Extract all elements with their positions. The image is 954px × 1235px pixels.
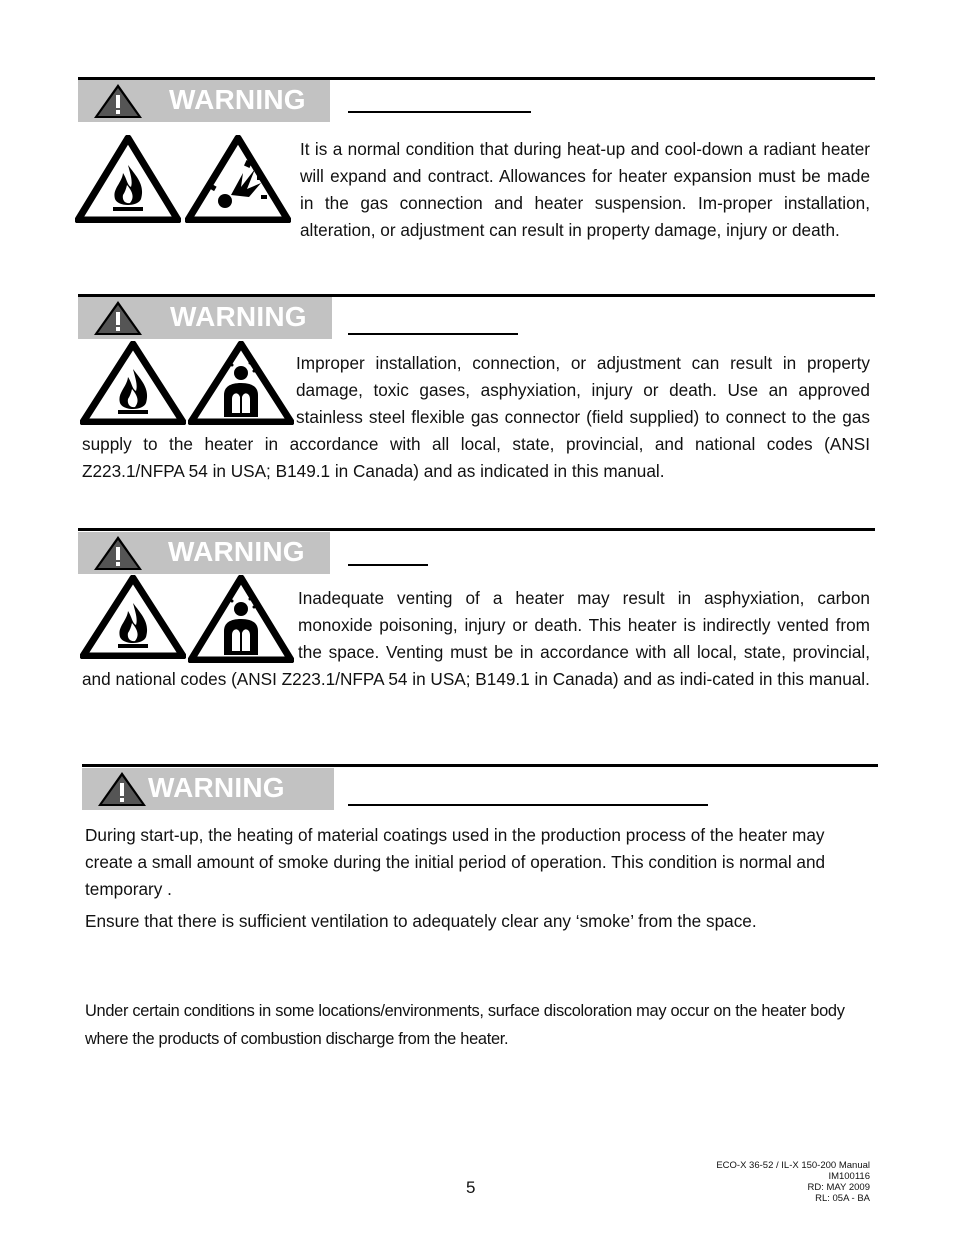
heading-underline [348,111,531,113]
caution-triangle-icon [92,299,144,337]
document-id: IM100116 [828,1171,870,1182]
fire-hazard-icon [75,135,181,223]
warning-text: It is a normal condition that during heat-up and cool-down a radiant heater will expand and contract. Allowances for heater expansion must be made in the gas connection and heater suspension. Im-proper installation, alteration, or adjustment can result in property damage, injury or death. [300,139,870,240]
document-info [716,1160,870,1204]
warning-label: WARNING [169,84,306,115]
warning-banner [78,80,330,122]
warning-label: WARNING [168,536,305,567]
warning-banner [82,768,334,810]
explosion-hazard-icon [185,135,291,223]
warning-label: WARNING [148,772,285,803]
caution-triangle-icon [92,534,144,572]
page-number: 5 [466,1178,476,1197]
section-rule [82,764,878,767]
warning-label: WARNING [170,301,307,332]
warning-banner [78,297,332,339]
warning-text-block [82,585,870,693]
warning-text-block [82,350,870,485]
warning-text: Inadequate venting of a heater may result in asphyxiation, carbon monoxide poisoning, injury or death. This heater is indirectly vented from the space. Venting must be in accordance with all local, state, provincial, and national codes (ANSI Z223.1/NFPA 54 in USA; B149.1 in Canada) and as indi-cated in this manual. [82,588,870,689]
heading-underline [348,333,518,335]
manual-title: ECO-X 36-52 / IL-X 150-200 Manual [716,1160,870,1171]
caution-triangle-icon [92,82,144,120]
warning-banner [78,532,330,574]
revision-date: RD: MAY 2009 [807,1182,870,1193]
startup-smoke-text: During start-up, the heating of material coatings used in the production process of the heater may create a small amount of smoke during the initial period of operation. This condition is normal and temporary . [85,825,826,899]
heading-underline [348,564,428,566]
discoloration-note: Under certain conditions in some locations/environments, surface discoloration may occur on the heater body where the products of combustion discharge from the heater. [85,1002,845,1048]
warning-text: Improper installation, connection, or adjustment can result in property damage, toxic gases, asphyxiation, injury or death. Use an approved stainless steel flexible gas connector (field supplied) to connect to the gas supply to the heater in accordance with all local, state, provincial, and national codes (ANSI Z223.1/NFPA 54 in USA; B149.1 in Canada) and as indicated in this manual. [82,353,870,481]
ventilation-text: Ensure that there is sufficient ventilation to adequately clear any ‘smoke’ from the space. [85,911,757,931]
release-code: RL: 05A - BA [815,1193,870,1204]
caution-triangle-icon [96,770,148,808]
heading-underline [348,804,708,806]
section-rule [78,528,875,531]
